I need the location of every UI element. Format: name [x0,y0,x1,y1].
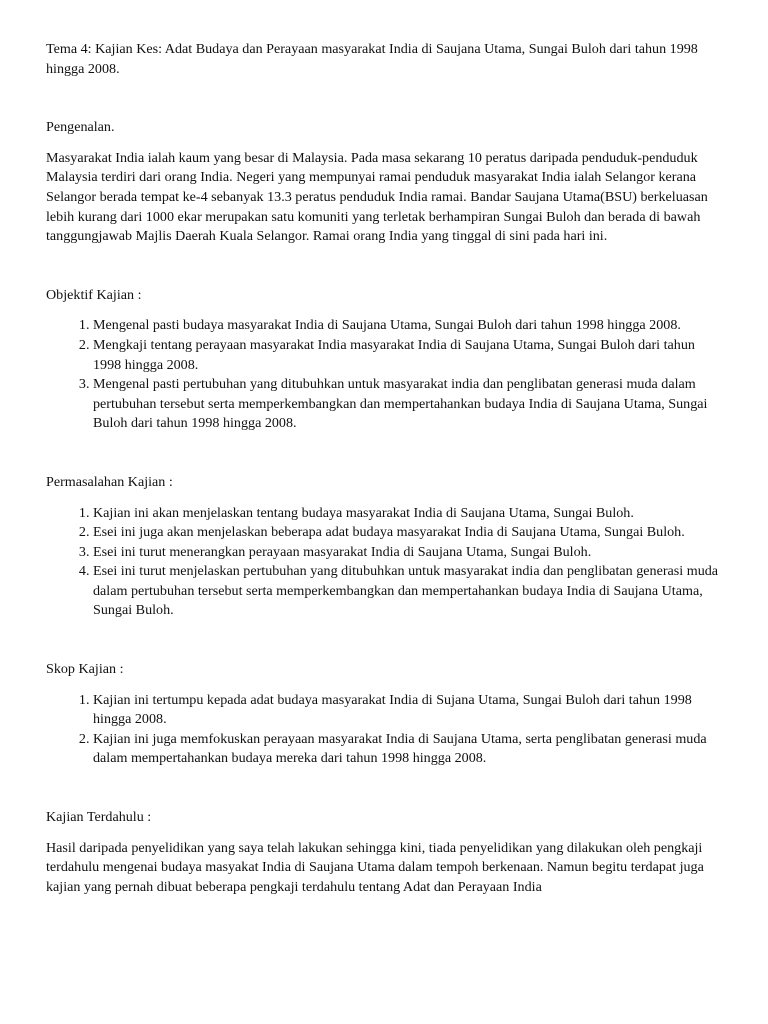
document-title: Tema 4: Kajian Kes: Adat Budaya dan Perayaan masyarakat India di Saujana Utama, Sungai Buloh dari tahun 1998 hingga 2008. [46,41,698,77]
permasalahan-list [46,504,726,622]
section-heading-pengenalan: Pengenalan. [46,119,115,136]
objektif-list [46,316,726,434]
skop-list [46,691,726,769]
list-item: 1. Kajian ini tertumpu kepada adat budaya masyarakat India di Sujana Utama, Sungai Buloh dari tahun 1998 hingga 2008. [93,691,726,730]
pengenalan-paragraph: Masyarakat India ialah kaum yang besar di Malaysia. Pada masa sekarang 10 peratus daripada penduduk-penduduk Malaysia terdiri dari orang India. Negeri yang mempunyai ramai penduduk masyarakat India ialah Selangor kerana Selangor berada tempat ke-4 sebanyak 13.3 peratus penduduk India ramai. Bandar Saujana Utama(BSU) berkeluasan lebih kurang dari 1000 ekar merupakan satu komuniti yang terletak berhampiran Sungai Buloh dan berada di bawah tanggungjawab Majlis Daerah Kuala Selangor. Ramai orang India yang tinggal di sini pada hari ini. [46,149,708,245]
section-heading-permasalahan: Permasalahan Kajian : [46,473,173,490]
list-item: 2. Kajian ini juga memfokuskan perayaan masyarakat India di Saujana Utama, serta penglibatan generasi muda dalam mempertahankan budaya mereka dari tahun 1998 hingga 2008. [93,730,726,769]
section-heading-skop: Skop Kajian : [46,661,124,678]
section-heading-terdahulu: Kajian Terdahulu : [46,809,152,826]
section-heading-objektif: Objektif Kajian : [46,286,142,303]
document-page [46,40,726,897]
list-item: 2. Mengkaji tentang perayaan masyarakat India masyarakat India di Saujana Utama, Sungai Buloh dari tahun 1998 hingga 2008. [93,336,726,375]
list-item: 2. Esei ini juga akan menjelaskan beberapa adat budaya masyarakat India di Saujana Utama, Sungai Buloh. [93,523,726,543]
list-item: 1. Mengenal pasti budaya masyarakat India di Saujana Utama, Sungai Buloh dari tahun 1998 hingga 2008. [93,316,726,336]
list-item: 1. Kajian ini akan menjelaskan tentang budaya masyarakat India di Saujana Utama, Sungai Buloh. [93,504,726,524]
list-item: 4. Esei ini turut menjelaskan pertubuhan yang ditubuhkan untuk masyarakat india dan penglibatan generasi muda dalam pertubuhan tersebut serta memperkembangkan dan mempertahankan budaya India di Saujana Utama, Sungai Buloh. [93,562,726,621]
list-item: 3. Mengenal pasti pertubuhan yang ditubuhkan untuk masyarakat india dan penglibatan generasi muda dalam pertubuhan tersebut serta memperkembangkan dan mempertahankan budaya India di Saujana Utama, Sungai Buloh dari tahun 1998 hingga 2008. [93,375,726,434]
list-item: 3. Esei ini turut menerangkan perayaan masyarakat India di Saujana Utama, Sungai Buloh. [93,543,726,563]
terdahulu-paragraph: Hasil daripada penyelidikan yang saya telah lakukan sehingga kini, tiada penyelidikan yang dilakukan oleh pengkaji terdahulu mengenai budaya masyakat India di Saujana Utama dalam tempoh berkenaan. Namun begitu terdapat juga kajian yang pernah dibuat beberapa pengkaji terdahulu tentang Adat dan Perayaan India [46,839,704,895]
